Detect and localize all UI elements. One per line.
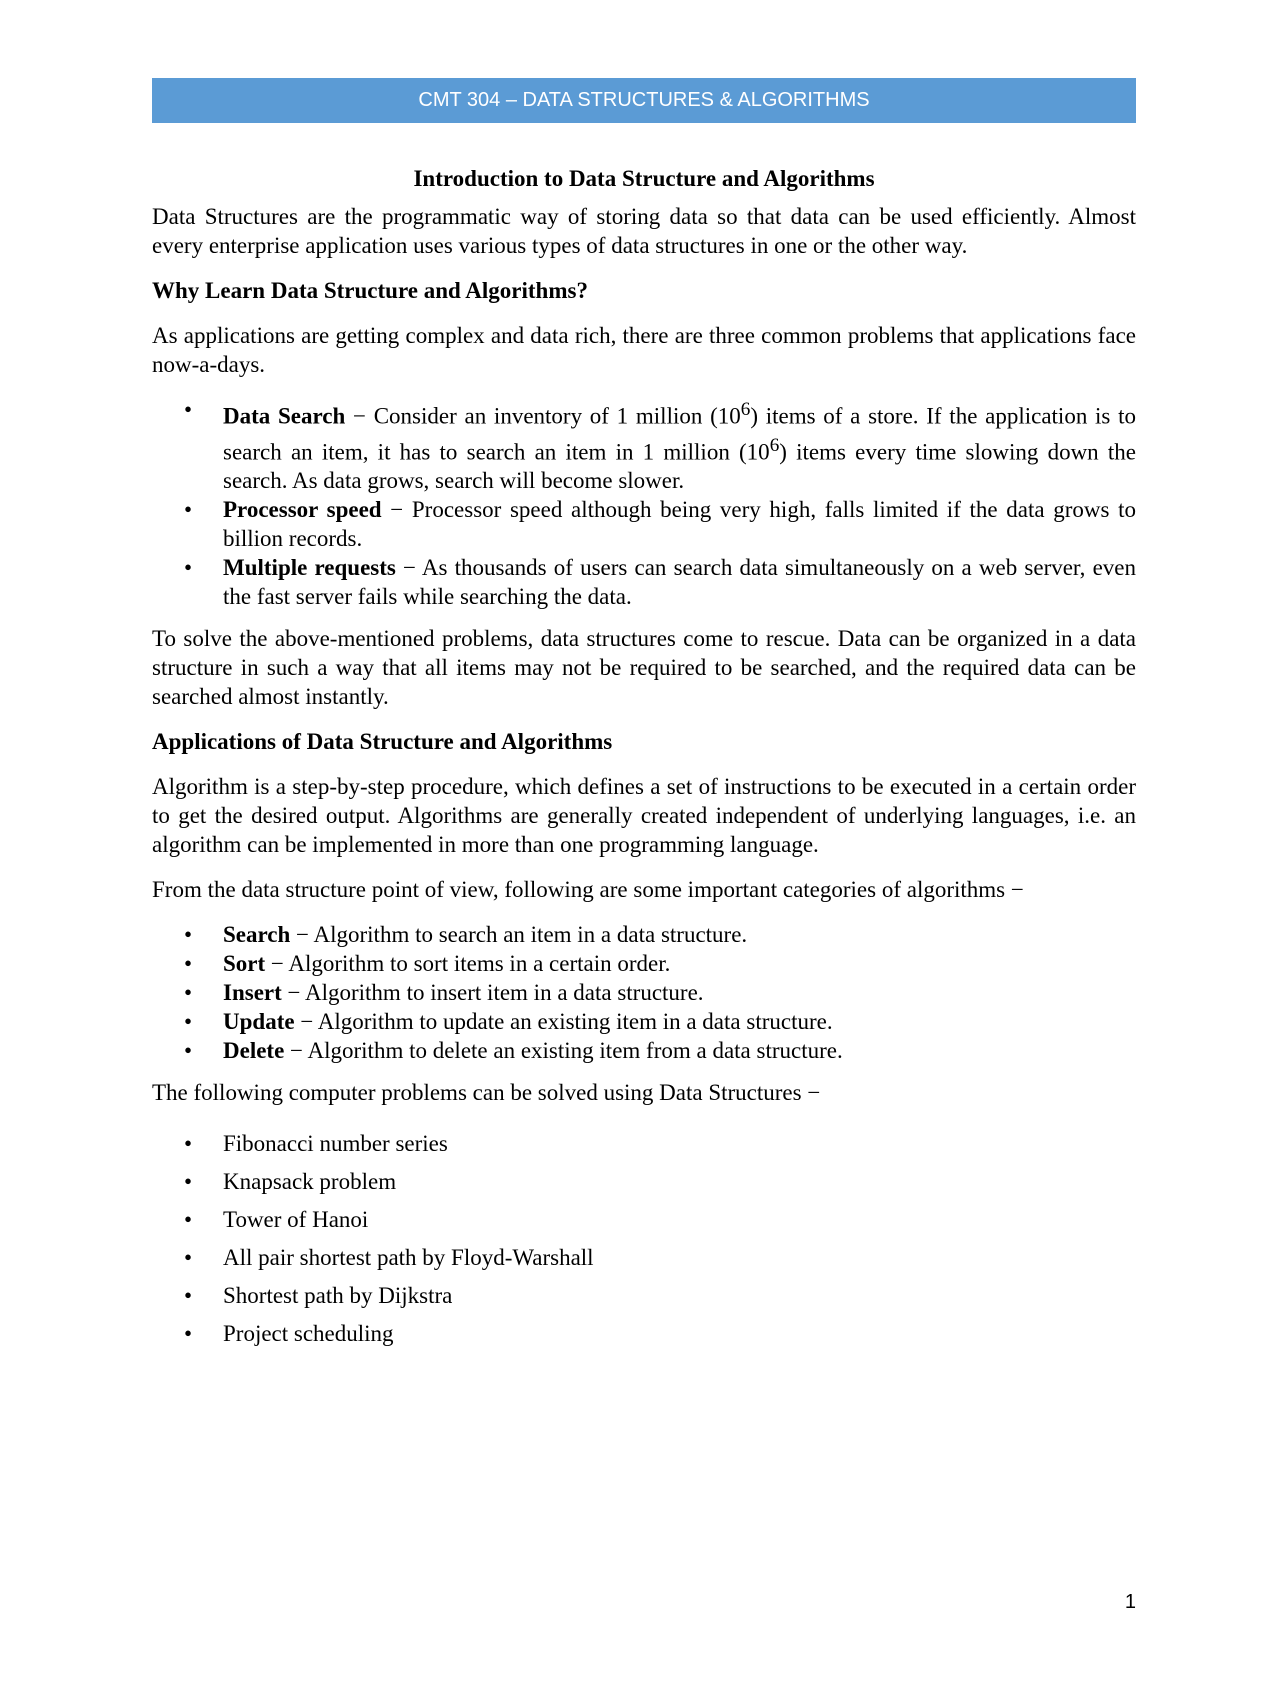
category-desc: − Algorithm to delete an existing item from a data structure. [284,1038,843,1064]
superscript: 6 [769,434,780,456]
list-item [152,553,1136,611]
computer-problem: Fibonacci number series [223,1131,448,1157]
superscript: 6 [740,399,751,420]
list-item [152,1281,1136,1310]
computer-problem: Knapsack problem [223,1169,397,1195]
computer-problem: Project scheduling [223,1321,394,1347]
list-item [152,1007,1136,1036]
category-desc: − Algorithm to insert item in a data structure. [281,980,704,1006]
category-desc: − Algorithm to update an existing item in a data structure. [294,1009,833,1035]
list-item [152,1129,1136,1158]
computer-problem: Tower of Hanoi [223,1207,369,1233]
bullet-icon: • [184,1207,193,1233]
category-term: Search [223,922,291,948]
computer-problem: All pair shortest path by Floyd-Warshall [223,1245,594,1271]
category-term: Sort [223,951,266,977]
category-desc: − Algorithm to search an item in a data structure. [290,922,748,948]
category-desc: − Algorithm to sort items in a certain order. [265,951,671,977]
problem-term: Multiple requests [223,555,396,581]
list-item [152,920,1136,949]
list-item [152,1243,1136,1272]
bullet-icon: • [184,1321,193,1347]
bullet-icon: • [184,922,193,948]
document-body [152,164,1136,1361]
problems-list [152,395,1136,611]
bullet-icon: • [184,1131,193,1157]
computer-problem: Shortest path by Dijkstra [223,1283,453,1309]
categories-list [152,920,1136,1065]
problem-desc: − Processor speed although being very high, falls limited if the data grows to billion records. [223,497,1137,552]
bullet-icon: • [184,397,193,422]
bullet-icon: • [184,1283,193,1309]
categories-intro: From the data structure point of view, following are some important categories of algorithms − [152,877,1024,903]
bullet-icon: • [184,497,193,523]
problem-desc: ) items of a store. If the application is to search an item, it has to search an item in 1 million (10 [223,403,1137,465]
bullet-icon: • [184,980,193,1006]
solve-paragraph: To solve the above-mentioned problems, data structures come to rescue. Data can be organized in a data structure in such a way that all items may not be required to be searched, and the required data can be searched almost instantly. [152,626,1136,710]
list-item [152,1319,1136,1348]
document-title: Introduction to Data Structure and Algorithms [413,166,875,191]
category-term: Delete [223,1038,285,1064]
list-item [152,1167,1136,1196]
why-learn-heading: Why Learn Data Structure and Algorithms? [152,278,588,303]
applications-heading: Applications of Data Structure and Algorithms [152,729,613,755]
page-header: CMT 304 – DATA STRUCTURES & ALGORITHMS [152,78,1136,123]
problem-term: Data Search [223,403,346,429]
list-item [152,495,1136,553]
list-item [152,978,1136,1007]
bullet-icon: • [184,555,193,581]
problem-desc: − Consider an inventory of 1 million (10 [345,403,741,429]
bullet-icon: • [184,1245,193,1271]
page-number: 1 [1124,1591,1136,1613]
list-item [152,1036,1136,1065]
category-term: Insert [223,980,282,1006]
algorithm-paragraph: Algorithm is a step-by-step procedure, which defines a set of instructions to be executed in a certain order to get the desired output. Algorithms are generally created independent of underlying languages, i.e. an algorithm can be implemented in more than one programming language. [152,774,1136,858]
problem-desc: ) items every time slowing down the search. As data grows, search will become slower. [223,439,1136,494]
problem-term: Processor speed [223,497,382,523]
problem-desc: − As thousands of users can search data simultaneously on a web server, even the fast server fails while searching the data. [223,555,1136,610]
bullet-icon: • [184,1038,193,1064]
bullet-icon: • [184,951,193,977]
computer-problems-intro: The following computer problems can be solved using Data Structures − [152,1080,821,1106]
list-item [152,1205,1136,1234]
intro-paragraph: Data Structures are the programmatic way of storing data so that data can be used efficiently. Almost every enterprise application uses various types of data structures in one or the other way. [152,204,1136,258]
bullet-icon: • [184,1169,193,1195]
list-item [152,395,1136,495]
list-item [152,949,1136,978]
why-learn-paragraph: As applications are getting complex and data rich, there are three common problems that applications face now-a-days. [152,323,1136,377]
category-term: Update [223,1009,295,1035]
bullet-icon: • [184,1009,193,1035]
computer-problems-list [152,1129,1136,1348]
